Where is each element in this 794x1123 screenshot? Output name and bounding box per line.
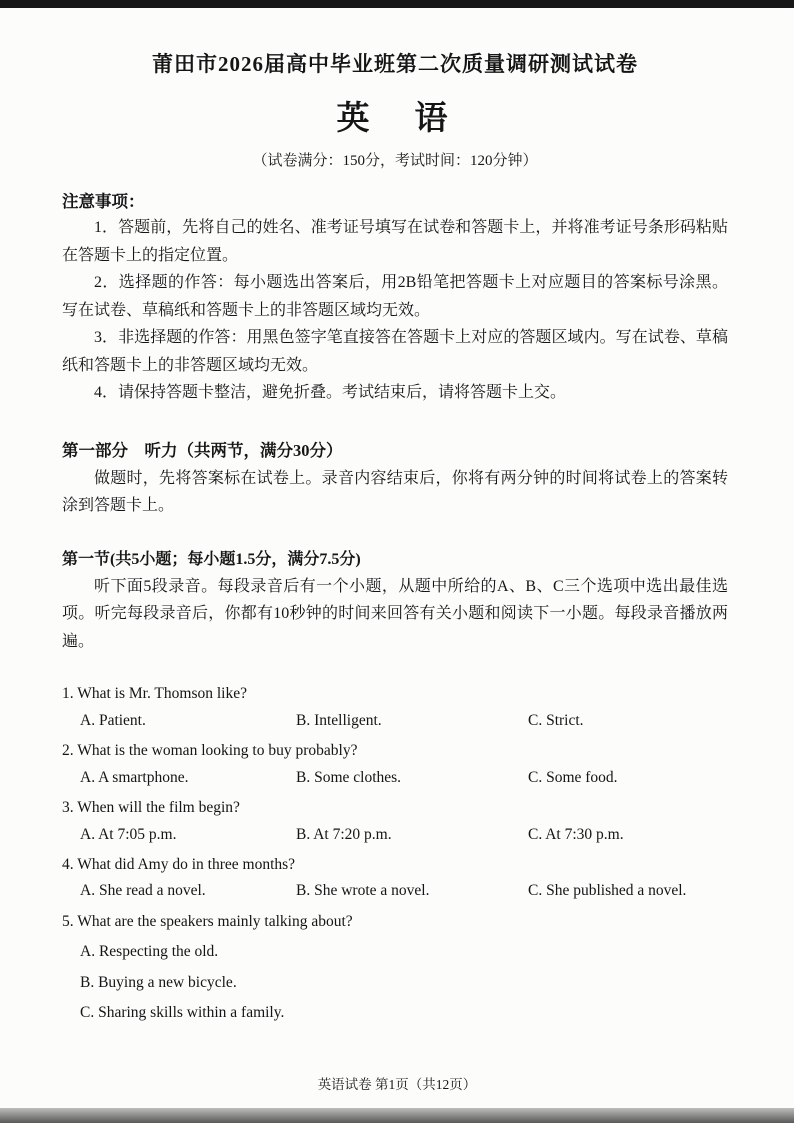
exam-info: （试卷满分：150分，考试时间：120分钟） <box>252 153 538 169</box>
question-1 <box>62 683 728 732</box>
part-one-intro: 做题时，先将答案标在试卷上。录音内容结束后，你将有两分钟的时间将试卷上的答案转涂到答题卡上。 <box>62 469 728 515</box>
notice-item-1: 1．答题前，先将自己的姓名、准考证号填写在试卷和答题卡上，并将准考证号条形码粘贴在答题卡上的指定位置。 <box>62 219 728 264</box>
question-5 <box>62 911 728 1025</box>
subject-title: 英 语 <box>336 101 454 137</box>
question-3-option-b: B. At 7:20 p.m. <box>296 825 392 843</box>
section-one-intro: 听下面5段录音。每段录音后有一个小题，从题中所给的A、B、C三个选项中选出最佳选项。听完每段录音后，你都有10秒钟的时间来回答有关小题和阅读下一小题。每段录音播放两遍。 <box>62 577 728 650</box>
question-3-options <box>62 824 728 846</box>
notice-item-3: 3．非选择题的作答：用黑色签字笔直接答在答题卡上对应的答题区域内。写在试卷、草稿纸和答题卡上的非答题区域均无效。 <box>62 329 728 374</box>
notice-item-4: 4．请保持答题卡整洁，避免折叠。考试结束后，请将答题卡上交。 <box>94 384 567 402</box>
question-3-option-a: A. At 7:05 p.m. <box>80 825 177 843</box>
page-title: 莆田市2026届高中毕业班第二次质量调研测试试卷 <box>152 52 638 76</box>
scan-artifact-bottom <box>0 1108 794 1123</box>
question-3-option-c: C. At 7:30 p.m. <box>528 825 624 843</box>
question-3 <box>62 797 728 846</box>
notice-heading: 注意事项： <box>62 192 145 211</box>
page-content <box>0 8 794 1033</box>
question-2-stem: 2. What is the woman looking to buy probably? <box>62 742 358 760</box>
question-5-option-c: C. Sharing skills within a family. <box>80 1004 285 1022</box>
question-5-stem: 5. What are the speakers mainly talking about? <box>62 912 353 930</box>
question-1-options <box>62 710 728 732</box>
question-4-option-c: C. She published a novel. <box>528 882 687 900</box>
question-4 <box>62 854 728 903</box>
question-1-option-b: B. Intelligent. <box>296 711 382 729</box>
question-2-option-a: A. A smartphone. <box>80 768 189 786</box>
question-1-option-c: C. Strict. <box>528 711 584 729</box>
question-4-option-a: A. She read a novel. <box>80 882 206 900</box>
scan-artifact-top <box>0 0 794 8</box>
question-4-options <box>62 880 728 902</box>
section-one-heading: 第一节(共5小题；每小题1.5分，满分7.5分) <box>62 550 361 568</box>
part-one-heading: 第一部分 听力（共两节，满分30分） <box>62 440 343 460</box>
page-footer: 英语试卷 第1页（共12页） <box>317 1077 477 1092</box>
notice-item-2: 2．选择题的作答：每小题选出答案后，用2B铅笔把答题卡上对应题目的答案标号涂黑。写在试卷、草稿纸和答题卡上的非答题区域均无效。 <box>62 274 728 319</box>
question-5-option-b: B. Buying a new bicycle. <box>80 973 237 991</box>
question-list <box>62 683 728 1025</box>
question-3-stem: 3. When will the film begin? <box>62 799 240 817</box>
question-5-options <box>62 941 728 1024</box>
question-1-option-a: A. Patient. <box>80 711 146 729</box>
question-4-stem: 4. What did Amy do in three months? <box>62 856 296 873</box>
question-5-option-a: A. Respecting the old. <box>80 943 219 961</box>
question-2 <box>62 740 728 789</box>
question-2-option-b: B. Some clothes. <box>296 768 402 786</box>
question-2-options <box>62 767 728 789</box>
question-1-stem: 1. What is Mr. Thomson like? <box>62 685 247 703</box>
question-2-option-c: C. Some food. <box>528 768 618 786</box>
question-4-option-b: B. She wrote a novel. <box>296 882 430 900</box>
